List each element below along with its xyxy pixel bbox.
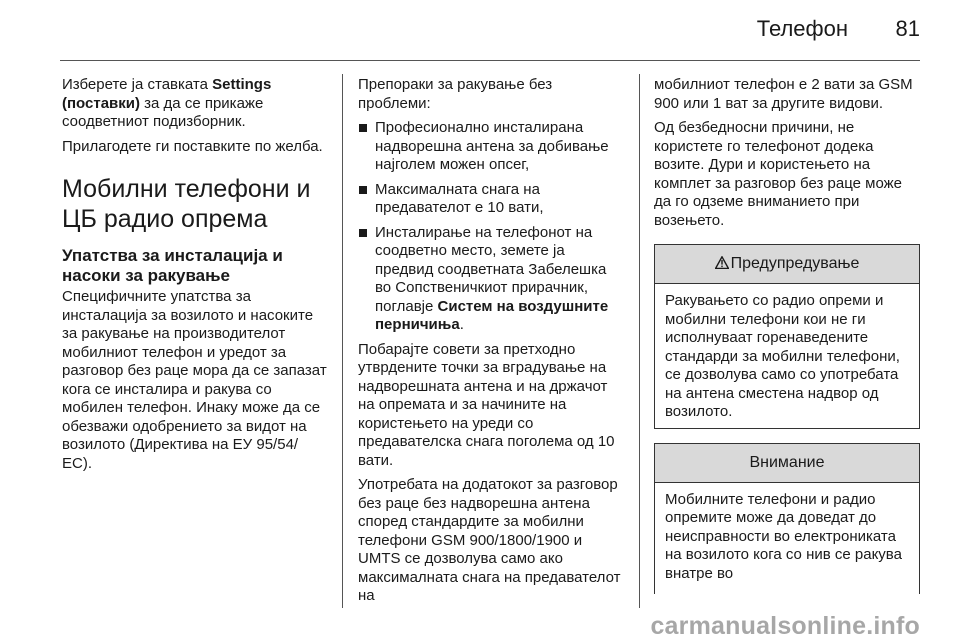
header-rule [60, 60, 920, 61]
caution-body: Мобилните телефони и радио опремите може да доведат до неисправности во електрониката на возилото кога со нив се ракува внатре во [665, 490, 902, 582]
warning-box [654, 244, 920, 429]
section-heading: Мобилни телефони и ЦБ радио опрема [62, 175, 311, 233]
page-number: 81 [895, 16, 920, 41]
warning-body: Ракувањето со радио опреми и мобилни телефони кои не ги исполнуваат горенаведените стандарди за мобилни телефони, се дозволува само со употребата на антена сместена надвор од возилото. [665, 292, 900, 420]
paragraph-safety: Од безбедносни причини, не користете го телефонот додека возите. Дури и користењето на комплет за разговор без раце може да го одземе вниманието при возењето. [654, 119, 903, 229]
list-item: Максималната снага на предавателот е 10 вати, [358, 181, 626, 218]
paragraph-instructions: Специфичните упатства за инсталација за возилото и насоките за ракување на производителот мобилниот телефон и уредот за разговор без раце мора да се запазат кога се инсталира и ракува со мобилен телефон. Инаку може да се обезважи одобрението за видот на возилото (Директива на ЕУ 95/54/ ЕС). [62, 288, 327, 472]
caution-header [655, 444, 919, 483]
settings-term: Settings (поставки) [62, 76, 272, 112]
paragraph-settings: Изберете ја ставката Settings (поставки) за да се прикаже соодветниот подизборник. [62, 76, 272, 130]
recommendation-list [358, 119, 626, 335]
warning-header [655, 245, 919, 284]
paragraph-recommendations: Препораки за ракување без проблеми: [358, 76, 553, 112]
list-item: Инсталирање на телефонот на соодветно место, земете ја предвид соодветната Забелешка во Сопственичкиот прирачник, поглавје Систем на воздушните перничиња. [358, 224, 626, 335]
column-left [62, 76, 330, 479]
bullet-square-icon [359, 186, 367, 194]
list-item: Професионално инсталирана надворешна антена за добивање најголем можен опсег, [358, 119, 626, 175]
bullet-square-icon [359, 124, 367, 132]
column-middle [358, 76, 626, 612]
paragraph-power: мобилниот телефон е 2 вати за GSM 900 или 1 ват за другите видови. [654, 76, 913, 112]
column-divider [639, 74, 640, 608]
column-right [654, 76, 920, 594]
caution-title: Внимание [749, 453, 825, 471]
section-title: Телефон [756, 16, 848, 41]
airbag-chapter-ref: Систем на воздушните перничиња [375, 297, 609, 333]
paragraph-adjust: Прилагодете ги поставките по желба. [62, 137, 323, 155]
warning-title: Предупредување [730, 255, 860, 272]
paragraph-antenna-advice: Побарајте совети за претходно утврдените точки за вградување на надворешната антена и на држачот на опремата и за начините на користењето на уреди со предавателска снага поголема од 10 вати. [358, 340, 615, 469]
bullet-square-icon [359, 229, 367, 237]
caution-box [654, 443, 920, 594]
subsection-heading: Упатства за инсталација и насоки за ракување [62, 246, 283, 285]
watermark: carmanualsonline.info [650, 612, 920, 640]
page-header [0, 0, 960, 62]
column-divider [342, 74, 343, 608]
warning-triangle-icon [715, 256, 729, 269]
paragraph-handsfree: Употребата на додатокот за разговор без раце без надворешна антена според стандардите за мобилни телефони GSM 900/1800/1900 и UMTS се дозволува само ако максималната снага на предавателот на [358, 476, 621, 604]
